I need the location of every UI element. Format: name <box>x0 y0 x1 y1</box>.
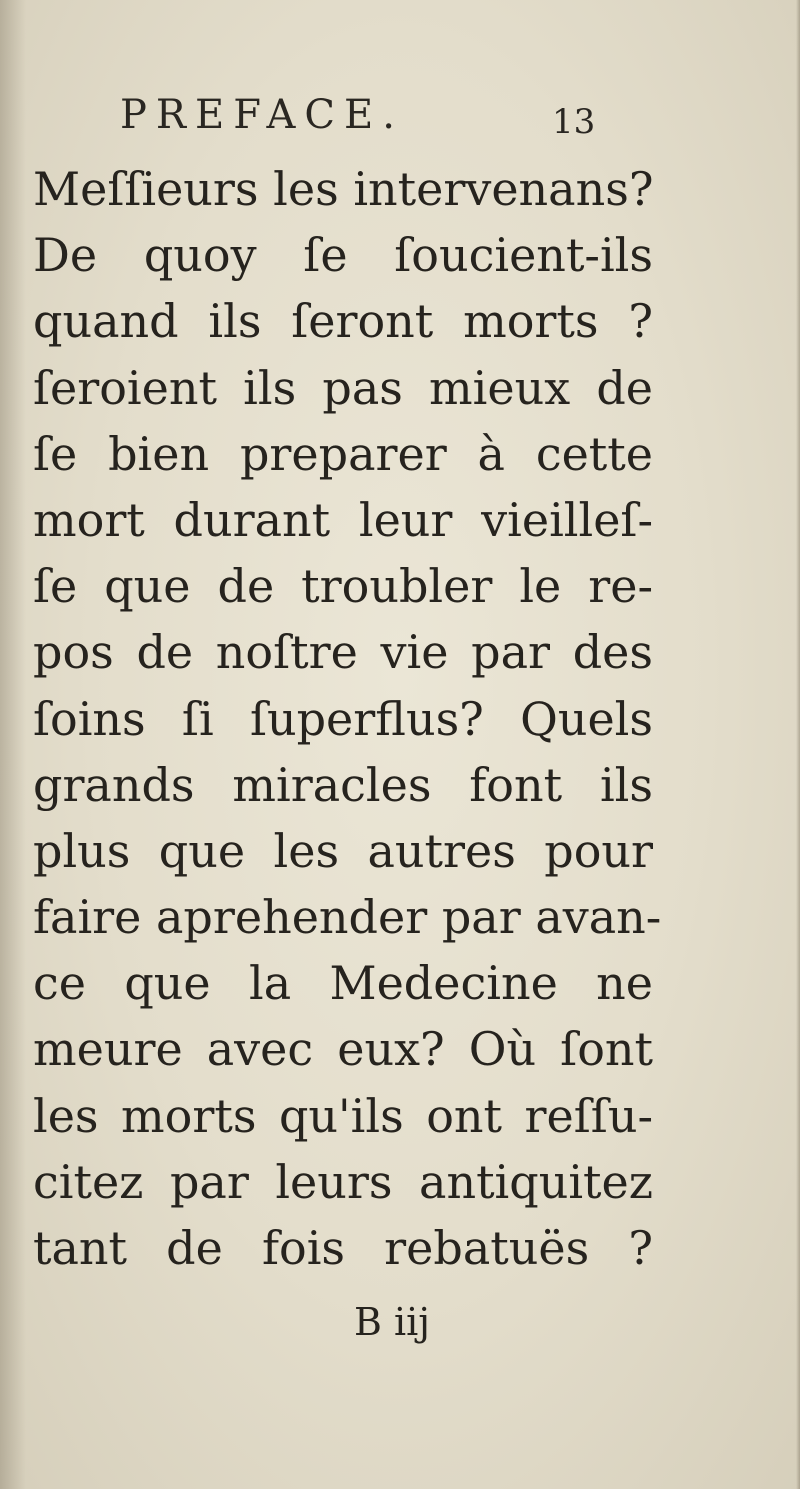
gutter-shadow <box>0 0 26 1489</box>
text-line: pos de noſtre vie par des <box>33 625 653 680</box>
text-line: ſe que de troubler le re- <box>33 559 653 614</box>
page-number: 13 <box>552 102 596 142</box>
text-line: ſoins ſi ſuperflus? Quels <box>33 691 653 746</box>
running-head: PREFACE. <box>120 92 404 138</box>
text-line: Meſſieurs les intervenans? <box>33 162 654 216</box>
text-line: grands miracles font ils <box>33 757 653 812</box>
text-line: plus que les autres pour <box>33 823 653 878</box>
text-line: les morts qu'ils ont reſſu- <box>33 1088 653 1143</box>
text-line: meure avec eux? Où ſont <box>33 1022 653 1077</box>
text-line: ſeroient ils pas mieux de <box>33 360 653 415</box>
text-line: ce que la Medecine ne <box>33 956 653 1011</box>
text-line: citez par leurs antiquitez <box>33 1154 653 1209</box>
signature-mark: B iij <box>354 1300 431 1344</box>
page-header <box>120 92 620 162</box>
text-line: ſe bien preparer à cette <box>33 426 653 481</box>
text-line: faire aprehender par avan- <box>33 890 662 945</box>
text-line: De quoy ſe ſoucient-ils <box>33 228 653 283</box>
page-edge <box>796 0 800 1489</box>
text-line: quand ils ſeront morts ? <box>33 294 653 349</box>
text-line: tant de fois rebatuës ? <box>33 1221 653 1275</box>
body-text <box>33 156 662 1281</box>
text-line: mort durant leur vieilleſ- <box>33 492 653 547</box>
